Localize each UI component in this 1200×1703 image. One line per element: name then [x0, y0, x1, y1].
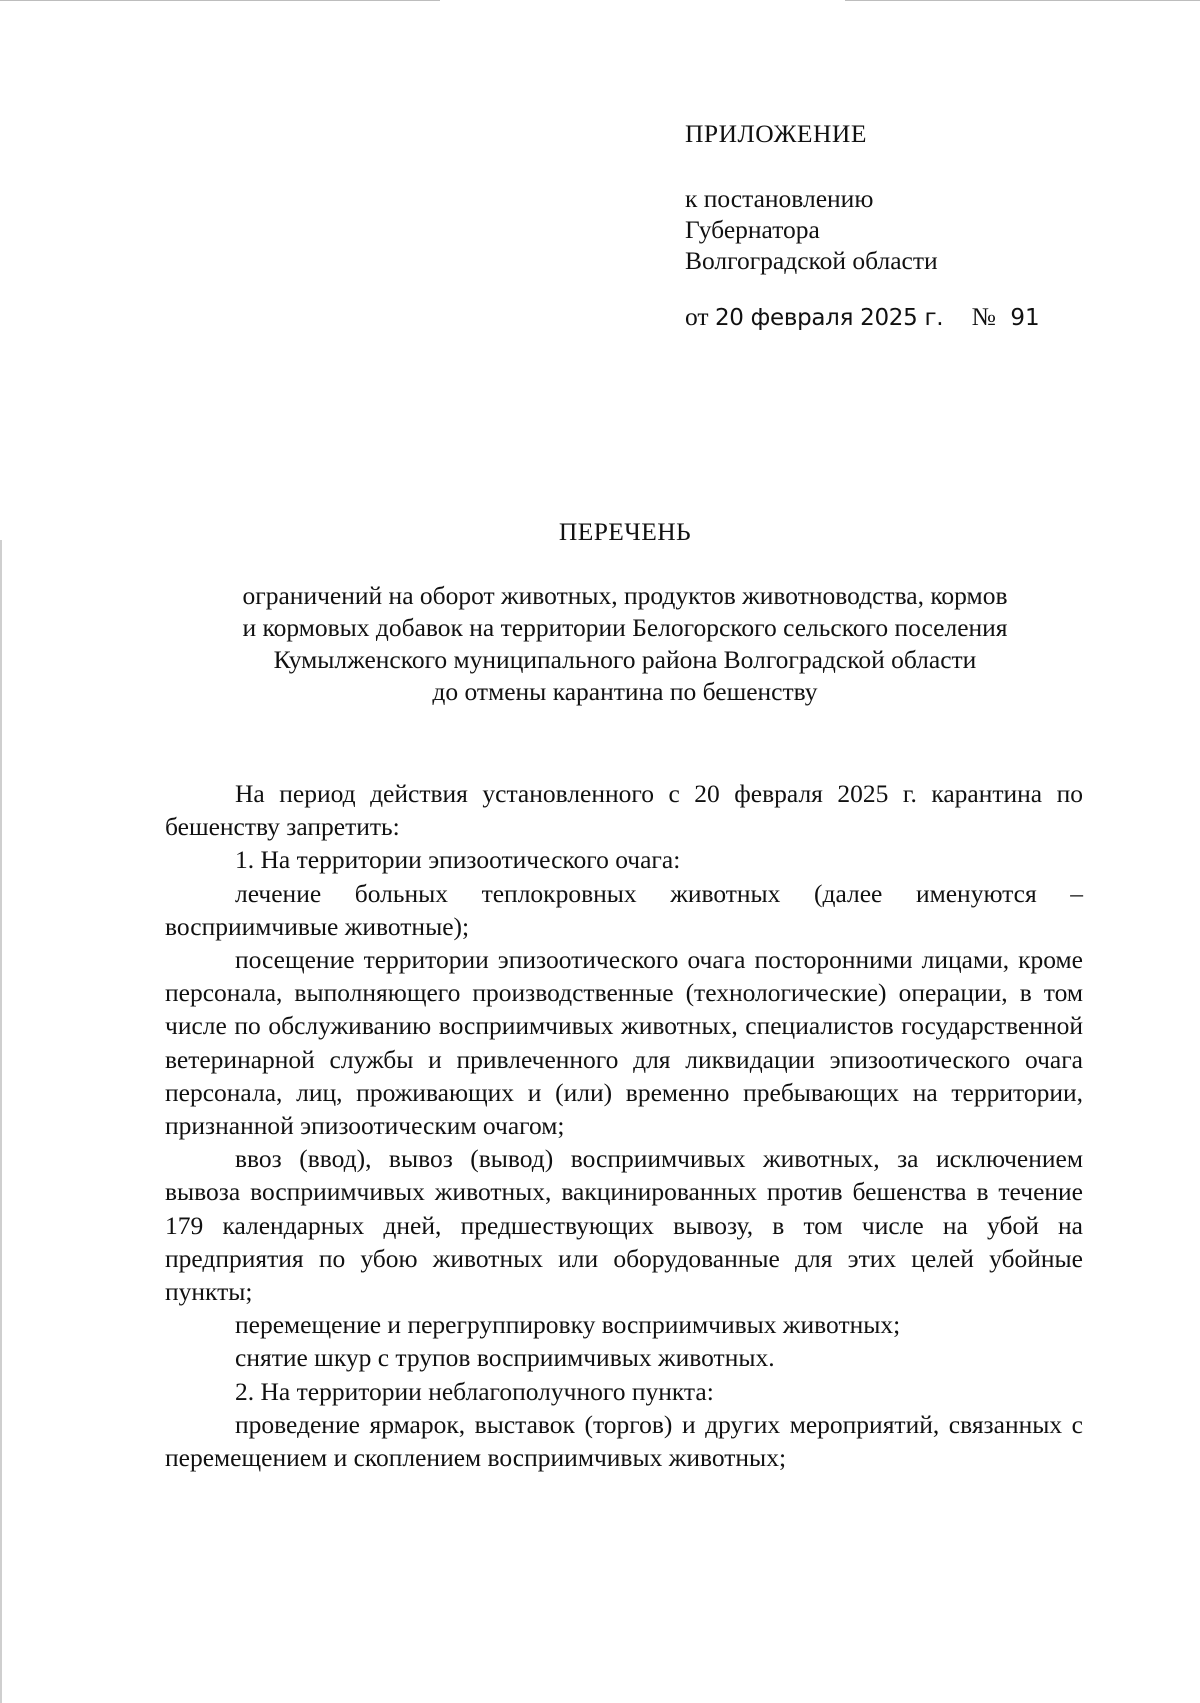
paragraph-treatment: лечение больных теплокровных животных (далее именуются – восприимчивые животные); — [165, 878, 1083, 941]
appendix-title: ПРИЛОЖЕНИЕ — [685, 119, 867, 148]
paragraph-import-export: ввоз (ввод), вывоз (вывод) восприимчивых животных, за исключением вывоза восприимчивых животных, вакцинированных против бешенства в течение 179 календарных дней, предшествующих вывозу, в том числе на убой на предприятия по убою животных или оборудованные для этих целей убойные пункты; — [165, 1144, 1083, 1307]
paragraph-intro: На период действия установленного с 20 февраля 2025 г. карантина по бешенству запретить: — [165, 779, 1083, 842]
paragraph-skins: снятие шкур с трупов восприимчивых животных. — [235, 1343, 775, 1373]
document-body — [165, 777, 1083, 1474]
subheading-line-3: Кумылженского муниципального района Волгоградской области — [273, 645, 977, 674]
subheading-line-2: и кормовых добавок на территории Белогорского сельского поселения — [242, 613, 1008, 642]
paragraph-section-1: 1. На территории эпизоотического очага: — [235, 845, 681, 875]
document-subheading — [150, 580, 1100, 708]
number-sign: № — [971, 302, 996, 331]
number-value: 91 — [1010, 305, 1040, 331]
paragraph-section-2: 2. На территории неблагополучного пункта: — [235, 1376, 714, 1406]
scan-edge-top-left — [0, 0, 440, 1]
paragraph-regrouping: перемещение и перегруппировку восприимчивых животных; — [235, 1310, 901, 1340]
document-heading: ПЕРЕЧЕНЬ — [558, 517, 692, 546]
date-value: 20 февраля 2025 г. — [714, 305, 944, 331]
appendix-line-1: к постановлению — [685, 184, 874, 213]
paragraph-fairs: проведение ярмарок, выставок (торгов) и других мероприятий, связанных с перемещением и скоплением восприимчивых животных; — [165, 1409, 1083, 1473]
date-prefix: от — [685, 302, 709, 331]
paragraph-visits: посещение территории эпизоотического очага посторонними лицами, кроме персонала, выполняющего производственные (технологические) операции, в том числе по обслуживанию восприимчивых животных, специалистов государственной ветеринарной службы и привлеченного для ликвидации эпизоотического очага персонала, лиц, проживающих и (или) временно пребывающих на территории, признанной эпизоотическим очагом; — [165, 945, 1083, 1141]
subheading-line-1: ограничений на оборот животных, продуктов животноводства, кормов — [242, 581, 1008, 610]
scan-edge-left — [0, 540, 2, 1703]
appendix-line-3: Волгоградской области — [685, 246, 938, 275]
appendix-date-line — [685, 301, 1165, 334]
appendix-line-2: Губернатора — [685, 215, 820, 244]
appendix-block — [685, 118, 1165, 334]
scan-edge-top-right — [845, 0, 1200, 1]
subheading-line-4: до отмены карантина по бешенству — [432, 677, 818, 706]
